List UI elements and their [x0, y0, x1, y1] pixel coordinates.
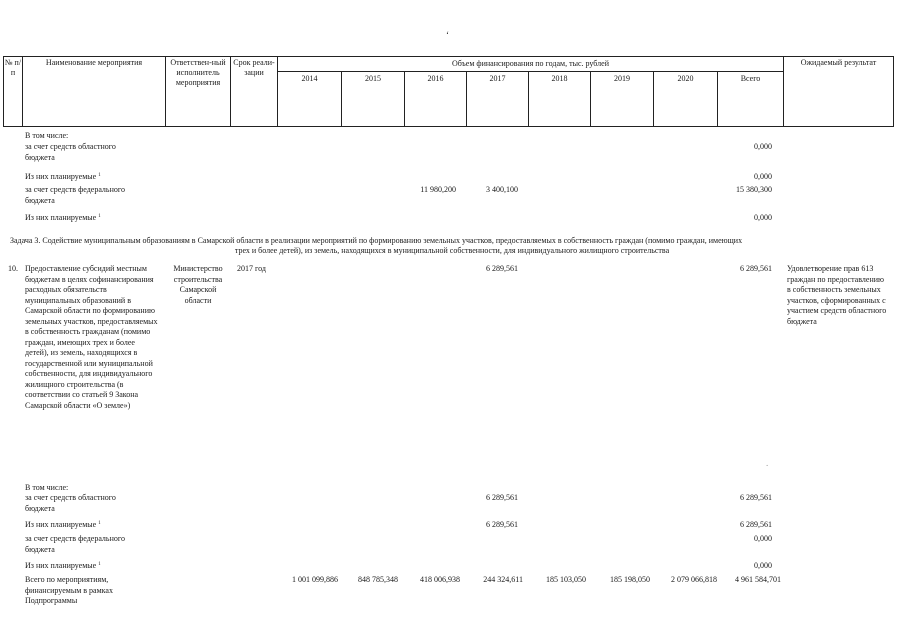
block2-federal-label: за счет средств федерального бюджета: [25, 534, 125, 554]
block2-planned2: [25, 561, 101, 572]
header-num: № п/п: [4, 58, 22, 77]
row10-responsible: Министерство строительства Самарской области: [173, 264, 223, 305]
year-2018: 2018: [551, 74, 568, 83]
year-2020: 2020: [677, 74, 694, 83]
year-2016: 2016: [427, 74, 444, 83]
block1-federal-label: за счет средств федерального бюджета: [25, 185, 125, 205]
footnote-1: 1: [98, 173, 101, 178]
year-total: Всего: [740, 74, 761, 83]
row10-total: 6 289,561: [740, 264, 772, 273]
header-funding: Объем финансирования по годам, тыс. рублей: [452, 59, 609, 68]
block1-federal-2017: 3 400,100: [486, 185, 518, 194]
block2-planned2-total: 0,000: [754, 561, 772, 570]
year-2014: 2014: [301, 74, 318, 83]
row10-name: Предоставление субсидий местным бюджетам в целях софинансирования расходных обязательств муниципальных образований в Самарской области по формированию земельных участков, предоставляемых в собственность гражданам (помимо граждан, имеющих трех и более детей), из земель, находящихся в государственной или муниципальной собственности, для индивидуального жилищного строительства (в соответствии со статьей 9 Закона Самарской области «О земле»): [25, 264, 158, 410]
total-2019: 185 198,050: [610, 575, 650, 584]
task3-line2: трех и более детей), из земель, находящихся в муниципальной собственности, для индивидуального жилищного строительства: [234, 246, 670, 255]
total-2018: 185 103,050: [546, 575, 586, 584]
block1-federal-2016: 11 980,200: [420, 185, 456, 194]
block2-planned2-label: Из них планируемые: [25, 561, 97, 570]
block1-regional-total: 0,000: [754, 142, 772, 151]
block1-planned2-label: Из них планируемые: [25, 213, 97, 222]
block1-planned1-total: 0,000: [754, 172, 772, 181]
total-2020: 2 079 066,818: [671, 575, 717, 584]
year-2015: 2015: [365, 74, 381, 83]
total-2014: 1 001 099,886: [292, 575, 338, 584]
block2-planned1-total: 6 289,561: [740, 520, 772, 529]
header-name: Наименование мероприятия: [45, 58, 143, 67]
header-responsible: Ответствен-ный исполнитель мероприятия: [170, 58, 226, 87]
header-term: Срок реали-зации: [233, 58, 275, 77]
footnote-4: 1: [98, 562, 101, 567]
block1-regional-label: за счет средств областного бюджета: [25, 142, 116, 162]
block2-planned1-label: Из них планируемые: [25, 520, 97, 529]
block1-planned1: [25, 172, 101, 183]
block1-federal-total: 15 380,300: [736, 185, 772, 194]
year-2019: 2019: [614, 74, 630, 83]
block2-regional-label: за счет средств областного бюджета: [25, 493, 116, 513]
block1-incl: В том числе:: [25, 131, 69, 140]
task3-line1: Задача 3. Содействие муниципальным образованиям в Самарской области в реализации мероприятий по формированию земельных участков, предоставляемых в собственность граждан (помимо граждан, имеющих: [10, 236, 743, 245]
stray-dot: .: [766, 458, 769, 468]
footnote-2: 1: [98, 214, 101, 219]
block2-planned1: [25, 520, 101, 531]
block2-regional-total: 6 289,561: [740, 493, 772, 502]
block2-incl: В том числе:: [25, 483, 69, 492]
block2-federal-total: 0,000: [754, 534, 772, 543]
total-2015: 848 785,348: [358, 575, 398, 584]
row10-result: Удовлетворение прав 613 граждан по предоставлению в собственность земельных участков, сформированных с участием средств областного бюджета: [787, 264, 887, 326]
block1-planned2: [25, 213, 101, 224]
year-2017: 2017: [489, 74, 506, 83]
block1-planned2-total: 0,000: [754, 213, 772, 222]
block1-planned1-label: Из них планируемые: [25, 172, 97, 181]
row10-term: 2017 год: [237, 264, 266, 273]
block2-planned1-2017: 6 289,561: [486, 520, 518, 529]
total-all: 4 961 584,701: [735, 575, 781, 584]
top-mark: ‘: [446, 30, 449, 40]
row10-num: 10.: [8, 264, 18, 273]
block2-regional-2017: 6 289,561: [486, 493, 518, 502]
total-2017: 244 324,611: [483, 575, 523, 584]
header-result: Ожидаемый результат: [800, 58, 877, 67]
footnote-3: 1: [98, 521, 101, 526]
total-2016: 418 006,938: [420, 575, 460, 584]
row10-2017: 6 289,561: [486, 264, 518, 273]
totals-label: Всего по мероприятиям, финансируемым в рамках Подпрограммы: [25, 575, 113, 605]
